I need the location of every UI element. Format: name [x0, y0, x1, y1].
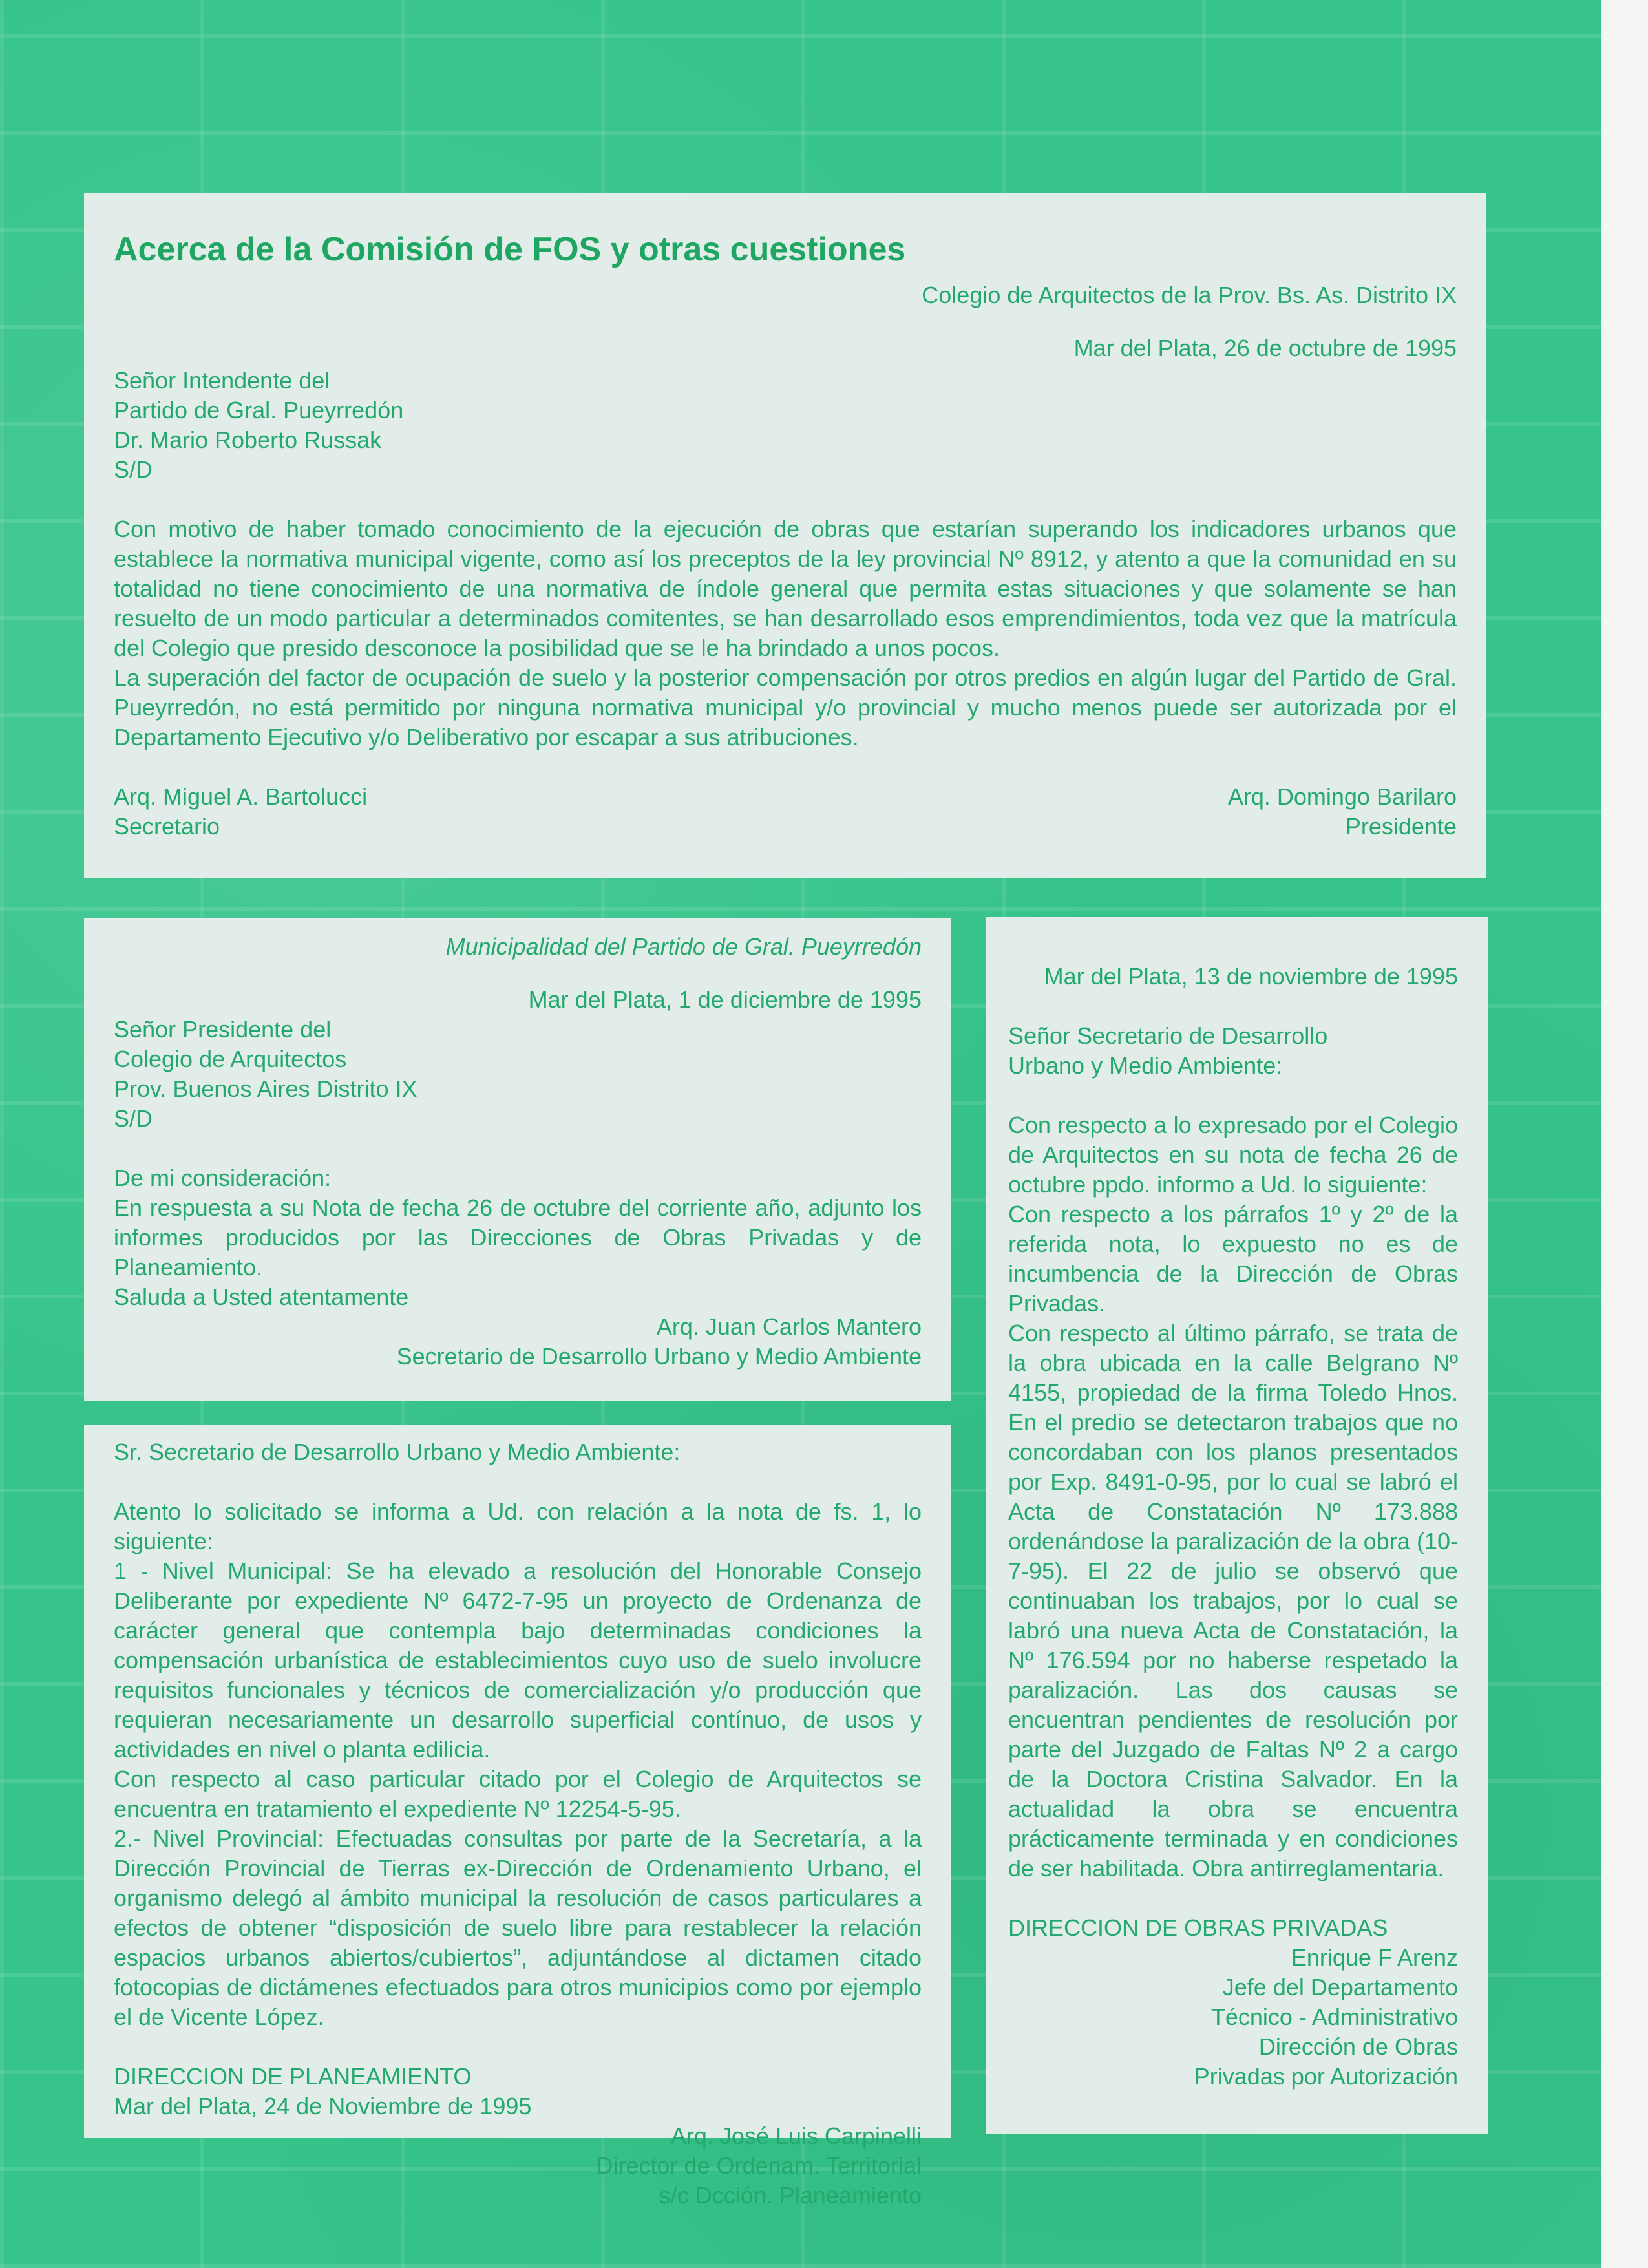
letter-paragraph-municipal: 1 - Nivel Municipal: Se ha elevado a resolución del Honorable Consejo Deliberante por expediente Nº 6472-7-95 un proyecto de Ordenanza de carácter general que contempla bajo determinadas condiciones la compensación urbanística de establecimientos cuyo uso de suelo involucre requisitos funcionales y técnicos de comercialización y/o producción que requieran necesariamente un desarrollo superficial contínuo, de usos y actividades en nivel o planta edilicia.: [114, 1558, 922, 1763]
letter-recipient: Señor Presidente del Colegio de Arquitectos Prov. Buenos Aires Distrito IX S/D: [114, 1016, 417, 1132]
letter-paragraph-provincial: 2.- Nivel Provincial: Efectuadas consultas por parte de la Secretaría, a la Dirección Provincial de Tierras ex-Dirección de Ordenamiento Urbano, el organismo delegó al ámbito municipal la resolución de casos particulares a efectos de obtener “disposición de suelo libre para restablecer la relación espacios urbanos abiertos/cubiertos”, adjuntándose al dictamen citado fotocopias de dictámenes efectuados para otros municipios como por ejemplo el de Vicente López.: [114, 1825, 922, 2030]
letter-closing: Saluda a Usted atentamente: [114, 1284, 409, 1310]
letter-paragraph-caso: Con respecto al caso particular citado por el Colegio de Arquitectos se encuentra en tratamiento el expediente Nº 12254-5-95.: [114, 1766, 922, 1822]
letter-sender: Colegio de Arquitectos de la Prov. Bs. As. Distrito IX: [922, 282, 1457, 308]
page-edge: [1601, 0, 1648, 2268]
letter-signature: Arq. José Luis Carpinelli Director de Ordenam. Territorial s/c Dcción. Planeamiento: [596, 2123, 922, 2209]
letter-date: Mar del Plata, 24 de Noviembre de 1995: [114, 2093, 532, 2119]
letter-recipient: Señor Intendente del Partido de Gral. Pueyrredón Dr. Mario Roberto Russak S/D: [114, 367, 404, 483]
letter-date: Mar del Plata, 26 de octubre de 1995: [1073, 335, 1457, 361]
letter-body: Con motivo de haber tomado conocimiento de la ejecución de obras que estarían superando los indicadores urbanos que establece la normativa municipal vigente, como así los preceptos de la ley provincial Nº 8912, y atento a que la comunidad en su totalidad no tiene conocimiento de una normativa de índole general que permita estas situaciones y que solamente se han resuelto de un modo particular a determinados comitentes, se han desarrollado esos emprendimientos, toda vez que la matrícula del Colegio que presido desconoce la posibilidad que se le ha brindado a unos pocos.: [114, 516, 1457, 661]
letter-municipalidad: [84, 918, 951, 1401]
letter-body: En respuesta a su Nota de fecha 26 de octubre del corriente año, adjunto los informes producidos por las Direcciones de Obras Privadas y de Planeamiento.: [114, 1194, 922, 1280]
letter-date: Mar del Plata, 13 de noviembre de 1995: [1044, 963, 1458, 990]
letter-heading: Sr. Secretario de Desarrollo Urbano y Medio Ambiente:: [114, 1439, 681, 1465]
letter-department: DIRECCION DE PLANEAMIENTO: [114, 2063, 472, 2090]
letter-signatures: [114, 782, 1457, 842]
letter-recipient: Señor Secretario de Desarrollo Urbano y Medio Ambiente:: [1008, 1023, 1328, 1079]
letter-body: Atento lo solicitado se informa a Ud. con relación a la nota de fs. 1, lo siguiente:: [114, 1498, 922, 1554]
letter-date: Mar del Plata, 1 de diciembre de 1995: [528, 986, 922, 1013]
letter-obras-privadas: [986, 917, 1488, 2134]
letter-greeting: De mi consideración:: [114, 1165, 332, 1191]
letter-department: DIRECCION DE OBRAS PRIVADAS: [1008, 1914, 1388, 1941]
signature-secretario: Arq. Miguel A. Bartolucci Secretario: [114, 783, 368, 840]
letter-paragraph-obra: Con respecto al último párrafo, se trata de la obra ubicada en la calle Belgrano Nº 4155, propiedad de la firma Toledo Hnos. En el predio se detectaron trabajos que no concordaban con los planos presentados por Exp. 8491-0-95, por lo cual se labró el Acta de Constatación Nº 173.888 ordenándose la paralización de la obra (10-7-95). El 22 de julio se observó que continuaban los trabajos, por lo cual se labró una nueva Acta de Constatación, la Nº 176.594 por no haberse respetado la paralización. Las dos causas se encuentran pendientes de resolución por parte del Juzgado de Faltas Nº 2 a cargo de la Doctora Cristina Salvador. En la actualidad la obra se encuentra prácticamente terminada y en condiciones de ser habilitada. Obra antirreglamentaria.: [1008, 1320, 1458, 1881]
letter-body-2: La superación del factor de ocupación de suelo y la posterior compensación por otros predios en algún lugar del Partido de Gral. Pueyrredón, no está permitido por ninguna normativa municipal y/o provincial y mucho menos puede ser autorizada por el Departamento Ejecutivo y/o Deliberativo por escapar a sus atribuciones.: [114, 664, 1457, 750]
letter-signature: Enrique F Arenz Jefe del Departamento Técnico - Administrativo Dirección de Obras Privadas por Autorización: [1194, 1944, 1458, 2090]
letter-sender: Municipalidad del Partido de Gral. Pueyrredón: [445, 933, 922, 960]
page-title: Acerca de la Comisión de FOS y otras cuestiones: [114, 231, 906, 268]
letter-colegio: [84, 193, 1486, 878]
letter-signature: Arq. Juan Carlos Mantero Secretario de Desarrollo Urbano y Medio Ambiente: [396, 1313, 922, 1370]
letter-paragraph-intro: Con respecto a lo expresado por el Colegio de Arquitectos en su nota de fecha 26 de octubre ppdo. informo a Ud. lo siguiente:: [1008, 1112, 1458, 1198]
letter-paragraph-parrafos: Con respecto a los párrafos 1º y 2º de la referida nota, lo expuesto no es de incumbencia de la Dirección de Obras Privadas.: [1008, 1201, 1458, 1317]
signature-presidente: Arq. Domingo Barilaro Presidente: [1227, 783, 1457, 840]
letter-planeamiento: [84, 1425, 951, 2209]
